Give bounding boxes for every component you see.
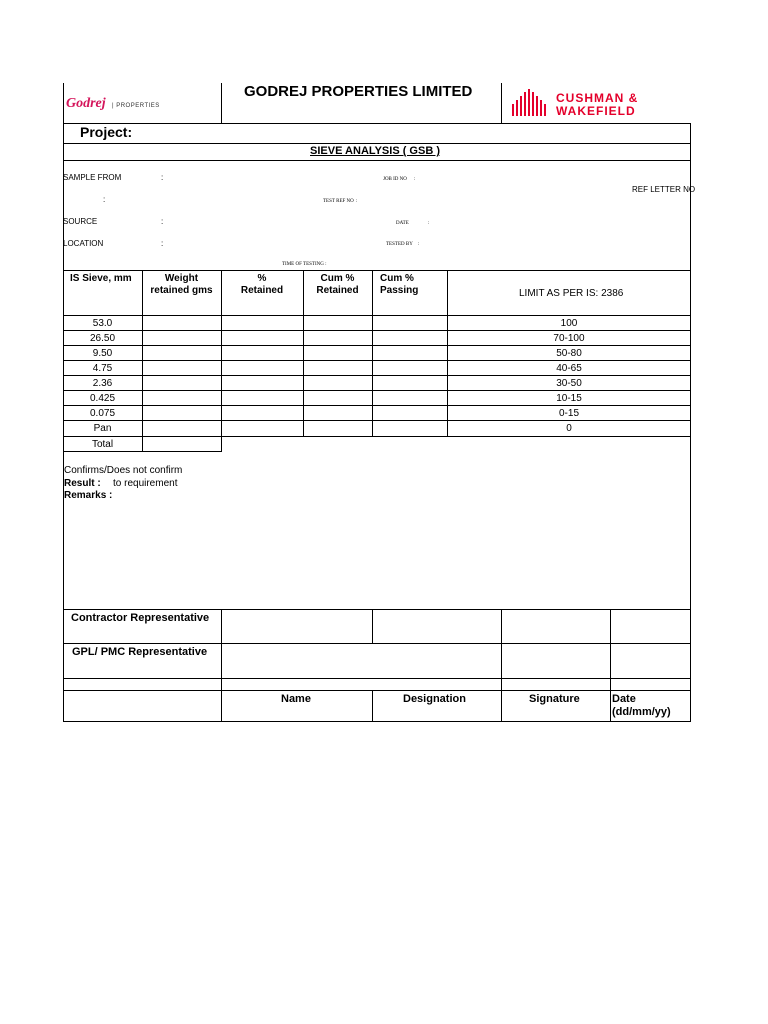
header-is-sieve: IS Sieve, mm [70,273,132,284]
limit-cell: 40-65 [556,363,582,374]
signoff-divider-3 [501,609,502,722]
gpl-pmc-representative: GPL/ PMC Representative [72,646,208,658]
signoff-row3-line [63,678,691,679]
confirms-text: Confirms/Does not confirm [64,465,183,476]
ref-letter-label: REF LETTER NO [632,185,696,194]
sieve-cell: 9.50 [92,348,113,359]
godrej-logo [66,98,186,118]
header-pct-line1: % [257,273,267,284]
company-title: GODREJ PROPERTIES LIMITED [244,83,473,100]
col-divider-4 [372,270,373,437]
header-cum-passing [380,273,440,297]
limit-cell: 50-80 [556,348,582,359]
signoff-divider-2a [372,609,373,644]
col-divider-1 [142,270,143,452]
limit-cell: 30-50 [556,378,582,389]
designation-column-label: Designation [403,693,466,705]
sieve-cell: 53.0 [92,318,113,329]
signoff-bottom-line [63,721,691,722]
name-column-label: Name [281,693,311,705]
header-weight-line2: retained gms [150,285,213,296]
test-ref-label: TEST REF NO [323,199,354,204]
signoff-row2-line [63,643,691,644]
test-ref-colon: : [356,199,358,204]
date-column-label [612,693,671,719]
contractor-representative: Contractor Representative [71,612,210,624]
ref-letter-colon: : [103,195,106,204]
godrej-logo-tag: | PROPERTIES [112,103,160,109]
table-top-line [63,270,691,271]
sieve-cell: 0.425 [89,393,116,404]
godrej-logo-script: Godrej [66,96,106,111]
row-line [63,390,691,391]
signoff-top-line [63,609,691,610]
row-line [63,345,691,346]
sieve-cell: 26.50 [89,333,116,344]
limit-cell: 100 [560,318,578,329]
project-top-line [63,123,691,124]
header-cumpass-line2: Passing [380,285,419,296]
signature-column-label: Signature [529,693,580,705]
limit-cell: 70-100 [553,333,585,344]
limit-cell: 0-15 [558,408,579,419]
header-cumpass-line1: Cum % [380,273,414,284]
header-divider-2 [501,83,502,123]
row-line [63,375,691,376]
result-text: to requirement [113,478,178,489]
row-line [63,436,691,437]
limit-cell: 0 [566,423,572,434]
source-label: SOURCE [63,217,98,226]
job-id-label: JOB ID NO [383,177,407,182]
tested-by-colon: : [418,242,420,247]
sieve-cell: 0.075 [89,408,116,419]
cw-logo-line2: WAKEFIELD [556,104,636,118]
cw-logo-line1: CUSHMAN & [556,91,639,105]
time-of-testing-label: TIME OF TESTING : [282,262,327,267]
row-line [63,420,691,421]
header-left-border [63,83,64,123]
header-divider-1 [221,83,222,123]
result-label: Result : [64,478,101,489]
date-column-line2: (dd/mm/yy) [612,706,671,718]
signoff-divider-1 [221,609,222,722]
limit-cell: 10-15 [556,393,582,404]
header-cumret-line2: Retained [316,285,359,296]
location-label: LOCATION [63,239,104,248]
row-line [63,360,691,361]
signoff-row4-line [63,690,691,691]
header-weight-line1: Weight [164,273,199,284]
cushman-wakefield-logo [511,88,661,118]
sieve-cell: 2.36 [92,378,113,389]
table-header-bottom-line [63,315,691,316]
location-colon: : [161,239,164,248]
tested-by-label: TESTED BY [386,242,413,247]
sample-from-colon: : [161,173,164,182]
title-top-line [63,143,691,144]
total-row-bottom-line [63,451,222,452]
date-colon: : [428,221,430,226]
header-cum-retained [303,273,372,297]
cushman-wakefield-building-icon [511,88,551,118]
row-line [63,330,691,331]
title-bottom-line [63,160,691,161]
header-limit: LIMIT AS PER IS: 2386 [519,288,624,299]
source-colon: : [161,217,164,226]
form-title: SIEVE ANALYSIS ( GSB ) [310,145,440,157]
date-label: DATE [396,221,409,226]
sample-from-label: SAMPLE FROM [63,173,122,182]
total-label: Total [91,439,114,450]
header-weight [142,273,221,297]
remarks-label: Remarks : [64,490,113,501]
date-column-line1: Date [612,693,636,705]
header-pct-retained [221,273,303,297]
signoff-divider-2b [372,690,373,722]
signoff-divider-4 [610,609,611,722]
project-label: Project: [80,124,133,140]
sieve-cell: 4.75 [92,363,113,374]
row-line [63,405,691,406]
col-divider-2 [221,270,222,452]
job-id-colon: : [414,177,416,182]
header-cumret-line1: Cum % [320,273,355,284]
header-pct-line2: Retained [240,285,284,296]
sieve-cell: Pan [93,423,112,434]
